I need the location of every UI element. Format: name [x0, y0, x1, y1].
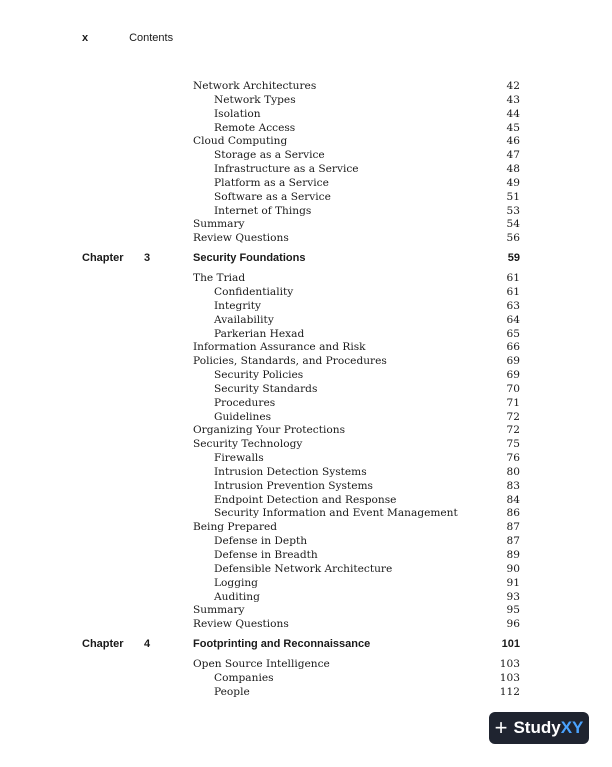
- entry-page: 44: [506, 107, 520, 120]
- entry-page: 46: [506, 135, 520, 148]
- entry-title: Policies, Standards, and Procedures: [193, 355, 387, 368]
- entry-title: Internet of Things: [214, 204, 312, 217]
- entry-title: Review Questions: [193, 618, 289, 631]
- chapter-number: 4: [144, 638, 151, 651]
- entry-title: Security Policies: [214, 369, 304, 382]
- entry-page: 43: [506, 93, 520, 106]
- toc-entry[interactable]: [0, 604, 612, 618]
- entry-title: Logging: [214, 576, 258, 589]
- toc-subentry[interactable]: [0, 549, 612, 563]
- entry-page: 48: [506, 163, 520, 176]
- toc-subentry[interactable]: [0, 191, 612, 205]
- entry-title: Infrastructure as a Service: [214, 163, 359, 176]
- entry-title: Security Technology: [193, 438, 303, 451]
- entry-title: Storage as a Service: [214, 149, 325, 162]
- entry-title: Confidentiality: [214, 285, 294, 298]
- chapter-label: Chapter: [82, 252, 124, 265]
- toc-entry[interactable]: [0, 618, 612, 632]
- toc-subentry[interactable]: [0, 205, 612, 219]
- entry-page: 83: [506, 479, 520, 492]
- entry-page: 69: [506, 369, 520, 382]
- entry-title: Remote Access: [214, 121, 296, 134]
- entry-page: 72: [506, 424, 520, 437]
- entry-page: 86: [506, 507, 520, 520]
- entry-title: Security Information and Event Management: [214, 507, 458, 520]
- entry-title: Defense in Depth: [214, 535, 308, 548]
- entry-page: 87: [506, 521, 520, 534]
- chapter-number: 3: [144, 252, 151, 265]
- toc-subentry[interactable]: [0, 149, 612, 163]
- entry-page: 69: [506, 355, 520, 368]
- toc-subentry[interactable]: [0, 452, 612, 466]
- toc-entry[interactable]: [0, 658, 612, 672]
- entry-page: 96: [506, 618, 520, 631]
- entry-title: Cloud Computing: [193, 135, 288, 148]
- toc-subentry[interactable]: [0, 411, 612, 425]
- toc-subentry[interactable]: [0, 591, 612, 605]
- studyxy-watermark: [489, 712, 589, 744]
- entry-title: Review Questions: [193, 232, 289, 245]
- toc-subentry[interactable]: [0, 480, 612, 494]
- entry-title: Endpoint Detection and Response: [214, 493, 397, 506]
- toc-entry[interactable]: [0, 232, 612, 246]
- entry-title: Platform as a Service: [214, 176, 329, 189]
- toc-subentry[interactable]: [0, 94, 612, 108]
- entry-title: Information Assurance and Risk: [193, 341, 366, 354]
- entry-page: 49: [506, 176, 520, 189]
- toc-subentry[interactable]: [0, 577, 612, 591]
- page-header: [82, 32, 173, 44]
- toc-subentry[interactable]: [0, 177, 612, 191]
- plus-icon: +: [494, 715, 508, 740]
- entry-page: 103: [499, 658, 520, 671]
- entry-title: Guidelines: [214, 410, 272, 423]
- running-title: Contents: [129, 32, 174, 44]
- entry-page: 76: [506, 452, 520, 465]
- chapter-title: Footprinting and Reconnaissance: [193, 638, 371, 651]
- toc-entry[interactable]: [0, 341, 612, 355]
- entry-page: 91: [506, 576, 520, 589]
- entry-title: Summary: [193, 604, 245, 617]
- toc-entry[interactable]: [0, 355, 612, 369]
- entry-title: Intrusion Detection Systems: [214, 465, 367, 478]
- chapter-page: 101: [501, 638, 520, 651]
- toc-subentry[interactable]: [0, 314, 612, 328]
- entry-title: Defense in Breadth: [214, 549, 318, 561]
- toc-subentry[interactable]: [0, 535, 612, 549]
- entry-title: Network Types: [214, 93, 296, 106]
- entry-page: 71: [506, 396, 520, 409]
- entry-page: 47: [506, 149, 520, 162]
- toc-subentry[interactable]: [0, 122, 612, 136]
- entry-page: 70: [506, 382, 520, 395]
- page-number: x: [82, 32, 89, 44]
- entry-page: 53: [506, 204, 520, 217]
- entry-title: Integrity: [214, 299, 262, 312]
- toc-subentry[interactable]: [0, 507, 612, 521]
- entry-page: 112: [499, 685, 520, 698]
- entry-title: Network Architectures: [193, 80, 317, 92]
- entry-title: Parkerian Hexad: [214, 327, 305, 340]
- entry-page: 65: [506, 327, 520, 340]
- entry-page: 61: [506, 272, 520, 285]
- entry-page: 54: [506, 218, 520, 231]
- entry-title: Software as a Service: [214, 190, 331, 203]
- toc-entry[interactable]: [0, 272, 612, 286]
- entry-title: Defensible Network Architecture: [214, 562, 393, 575]
- toc-entry[interactable]: [0, 80, 612, 94]
- entry-page: 51: [506, 190, 520, 203]
- chapter-heading[interactable]: [0, 248, 612, 269]
- entry-title: Open Source Intelligence: [193, 658, 330, 671]
- entry-title: Firewalls: [214, 452, 264, 465]
- chapter-heading[interactable]: [0, 634, 612, 655]
- entry-page: 63: [506, 299, 520, 312]
- entry-page: 87: [506, 535, 520, 548]
- toc-subentry[interactable]: [0, 163, 612, 177]
- watermark-text: StudyXY: [513, 718, 584, 737]
- entry-page: 93: [506, 590, 520, 603]
- toc-subentry[interactable]: [0, 300, 612, 314]
- toc-subentry[interactable]: [0, 383, 612, 397]
- entry-page: 42: [506, 80, 520, 92]
- toc-subentry[interactable]: [0, 686, 612, 700]
- entry-page: 61: [506, 285, 520, 298]
- entry-title: Being Prepared: [193, 521, 278, 534]
- entry-page: 89: [506, 549, 520, 561]
- toc-entry[interactable]: [0, 521, 612, 535]
- toc-subentry[interactable]: [0, 286, 612, 300]
- toc-entry[interactable]: [0, 424, 612, 438]
- entry-page: 80: [506, 465, 520, 478]
- toc-subentry[interactable]: [0, 328, 612, 342]
- entry-page: 90: [506, 562, 520, 575]
- toc-subentry[interactable]: [0, 397, 612, 411]
- chapter-page: 59: [507, 252, 520, 265]
- toc-subentry[interactable]: [0, 108, 612, 122]
- entry-title: Organizing Your Protections: [193, 424, 346, 437]
- chapter-label: Chapter: [82, 638, 124, 651]
- entry-title: The Triad: [193, 272, 246, 285]
- entry-title: Auditing: [214, 590, 260, 603]
- entry-page: 95: [506, 604, 520, 617]
- entry-page: 84: [506, 493, 520, 506]
- entry-title: Isolation: [214, 107, 261, 120]
- toc-subentry[interactable]: [0, 494, 612, 508]
- entry-title: Availability: [214, 313, 274, 326]
- entry-title: People: [214, 685, 250, 698]
- entry-page: 72: [506, 410, 520, 423]
- entry-page: 103: [499, 671, 520, 684]
- toc-subentry[interactable]: [0, 563, 612, 577]
- toc-entry[interactable]: [0, 218, 612, 232]
- entry-title: Intrusion Prevention Systems: [214, 479, 373, 492]
- entry-page: 64: [506, 313, 520, 326]
- entry-title: Companies: [214, 671, 274, 684]
- toc-subentry[interactable]: [0, 369, 612, 383]
- entry-page: 66: [506, 341, 520, 354]
- entry-page: 56: [506, 232, 520, 245]
- toc-subentry[interactable]: [0, 466, 612, 480]
- entry-page: 75: [506, 438, 520, 451]
- entry-title: Summary: [193, 218, 245, 231]
- table-of-contents: [0, 80, 612, 700]
- toc-entry[interactable]: [0, 438, 612, 452]
- toc-subentry[interactable]: [0, 672, 612, 686]
- entry-title: Procedures: [214, 396, 276, 409]
- entry-title: Security Standards: [214, 382, 318, 395]
- chapter-title: Security Foundations: [193, 252, 306, 265]
- toc-entry[interactable]: [0, 135, 612, 149]
- entry-page: 45: [506, 121, 520, 134]
